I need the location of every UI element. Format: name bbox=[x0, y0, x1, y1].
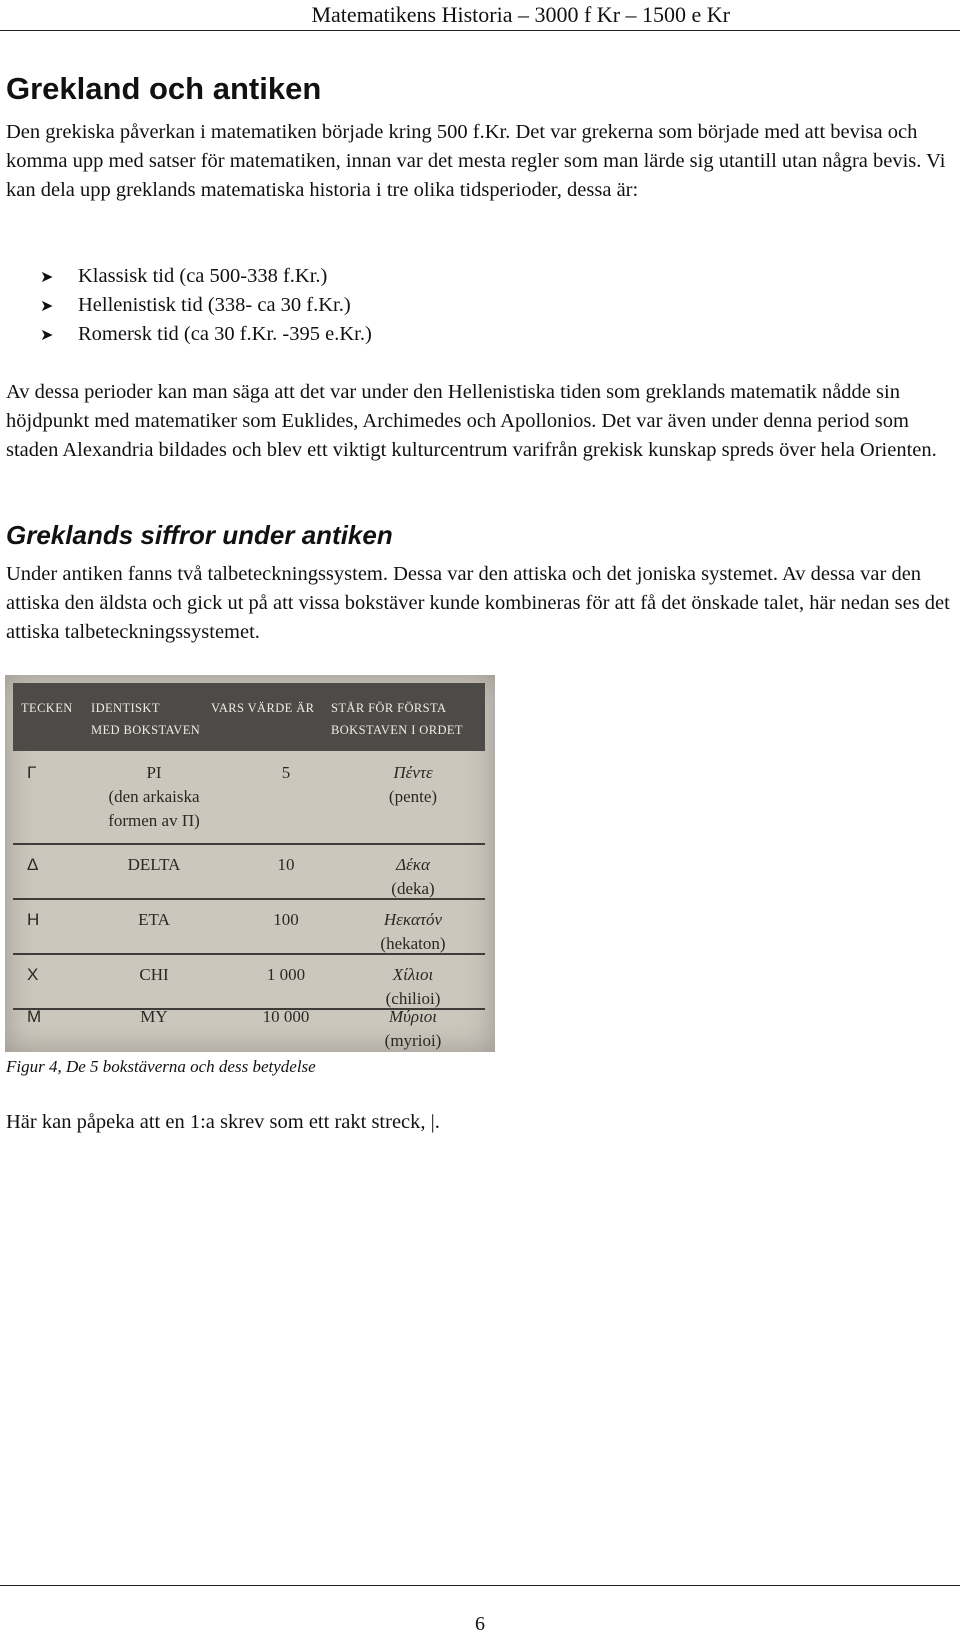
letter-name: ETA bbox=[138, 910, 170, 929]
greek-word: Χίλιοι (chilioi) bbox=[385, 965, 441, 1008]
intro-paragraph: Den grekiska påverkan i matematiken började kring 500 f.Kr. Det var grekerna som började med att bevisa och komma upp med satser för matematiken, innan var det mesta regler som man lärde sig utantill utan några bevis. Vi kan dela upp greklands matematiska historia i tre olika tidsperioder, dessa är: bbox=[6, 121, 946, 201]
header-identical: IDENTISKT MED BOKSTAVEN bbox=[91, 701, 201, 737]
letter-name: CHI bbox=[139, 965, 169, 984]
letter-name: PI (den arkaiska formen av Π) bbox=[108, 763, 200, 830]
running-header-text: Matematikens Historia – 3000 f Kr – 1500 e Kr bbox=[311, 2, 730, 27]
letter-name: MY bbox=[140, 1007, 168, 1026]
numeral-value: 10 000 bbox=[262, 1007, 310, 1026]
header-symbol: TECKEN bbox=[21, 701, 73, 715]
period-label: Klassisk tid (ca 500-338 f.Kr.) bbox=[78, 265, 328, 287]
numeral-symbol: Η bbox=[27, 910, 40, 929]
greek-word: Δέκα (deka) bbox=[391, 855, 435, 898]
numerals-paragraph: Under antiken fanns två talbeteckningssystem. Dessa var den attiska och det joniska systemet. Av dessa var den attiska den äldsta och gick ut på att vissa bokstäver kunde kombineras för att få det önskade talet, här nedan ses det attiska talbeteckningssystemet. bbox=[6, 563, 950, 643]
header-first-letter: STÅR FÖR FÖRSTA BOKSTAVEN I ORDET bbox=[331, 701, 463, 737]
numeral-symbol: Γ bbox=[27, 763, 37, 782]
page-number: 6 bbox=[475, 1613, 485, 1635]
numeral-value: 10 bbox=[277, 855, 295, 874]
closing-paragraph: Här kan påpeka att en 1:a skrev som ett rakt streck, |. bbox=[6, 1111, 440, 1133]
numeral-value: 5 bbox=[281, 763, 291, 782]
period-list bbox=[40, 262, 372, 349]
letter-name: DELTA bbox=[127, 855, 181, 874]
section-title: Grekland och antiken bbox=[6, 71, 322, 106]
numeral-symbol: Δ bbox=[27, 855, 39, 874]
numeral-symbol: Μ bbox=[27, 1007, 42, 1026]
arrow-bullet-icon: ➤ bbox=[40, 296, 54, 315]
table-row bbox=[13, 753, 485, 843]
table-row bbox=[13, 900, 485, 952]
greek-word: Πέντε (pente) bbox=[388, 763, 438, 806]
period-label: Romersk tid (ca 30 f.Kr. -395 e.Kr.) bbox=[78, 323, 372, 345]
list-item bbox=[40, 320, 372, 349]
greek-word: Ηεκατόν (hekaton) bbox=[380, 910, 446, 953]
figure-table-header bbox=[13, 683, 485, 751]
greek-word: Μύριοι (myrioi) bbox=[384, 1007, 442, 1050]
numeral-value: 1 000 bbox=[266, 965, 306, 984]
footer-rule bbox=[0, 1585, 960, 1586]
arrow-bullet-icon: ➤ bbox=[40, 325, 54, 344]
numeral-value: 100 bbox=[273, 910, 299, 929]
arrow-bullet-icon: ➤ bbox=[40, 267, 54, 286]
numeral-symbol: Χ bbox=[27, 965, 39, 984]
list-item bbox=[40, 262, 372, 291]
period-label: Hellenistisk tid (338- ca 30 f.Kr.) bbox=[78, 294, 351, 316]
table-row bbox=[13, 997, 485, 1049]
hellenistic-paragraph: Av dessa perioder kan man säga att det var under den Hellenistiska tiden som greklands matematik nådde sin höjdpunkt med matematiker som Euklides, Archimedes och Apollonios. Det var även under denna period som staden Alexandria bildades och blev ett viktigt kulturcentrum varifrån grekisk kunskap spreds över hela Orienten. bbox=[6, 381, 937, 461]
attic-numerals-figure bbox=[5, 675, 495, 1052]
subsection-title: Greklands siffror under antiken bbox=[6, 520, 393, 550]
table-row bbox=[13, 845, 485, 897]
figure-caption: Figur 4, De 5 bokstäverna och dess betydelse bbox=[6, 1057, 316, 1076]
running-header bbox=[0, 0, 960, 31]
list-item bbox=[40, 291, 372, 320]
header-value: VARS VÄRDE ÄR bbox=[211, 701, 315, 715]
